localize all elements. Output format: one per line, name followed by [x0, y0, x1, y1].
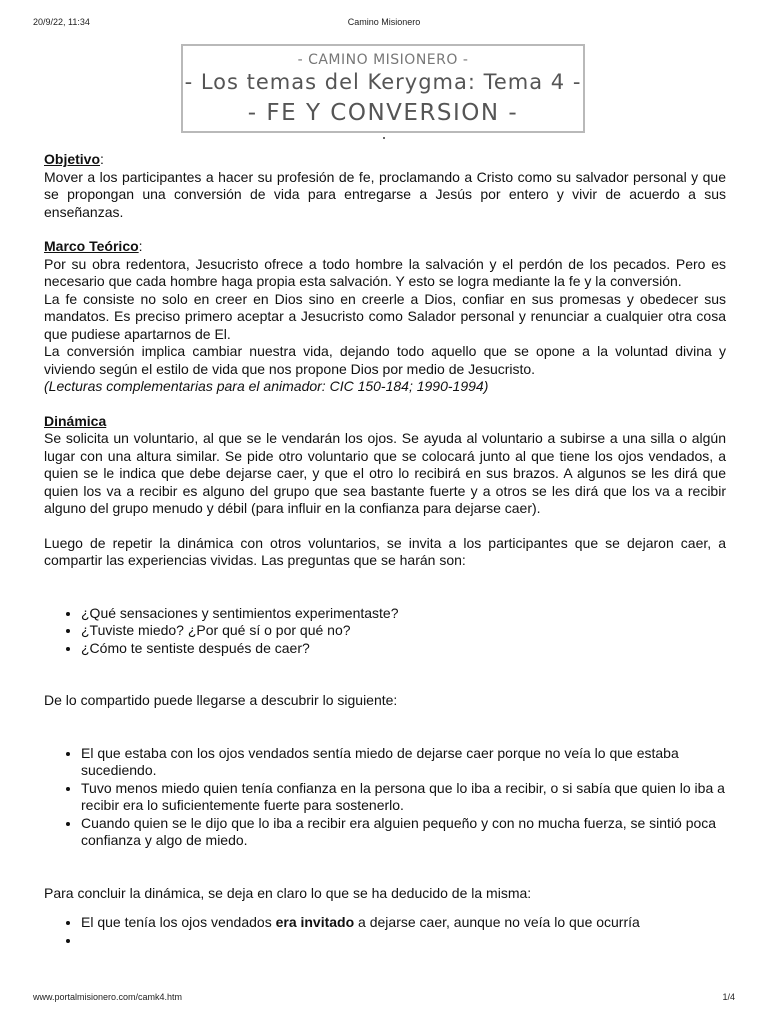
questions-list: [44, 605, 726, 658]
findings-list: [44, 745, 726, 850]
list-item: • ¿Qué sensaciones y sentimientos experimentaste?: [81, 605, 726, 623]
marco-readings: (Lecturas complementarias para el animador: CIC 150-184; 1990-1994): [44, 378, 489, 394]
list-item: • Cuando quien se le dijo que lo iba a recibir era alguien pequeño y con no mucha fuerza, se sintió poca confianza y algo de miedo.: [81, 815, 726, 850]
objetivo-text: Mover a los participantes a hacer su profesión de fe, proclamando a Cristo como su salvador personal y que se propongan una conversión de vida para entregarse a Jesús por entero y vivir de acuerdo a sus enseñanzas.: [44, 168, 726, 220]
dinamica-paragraph-2: Luego de repetir la dinámica con otros voluntarios, se invita a los participantes que se dejaron caer, a compartir las experiencias vividas. Las preguntas que se harán son:: [44, 534, 726, 568]
marco-paragraph-1: Por su obra redentora, Jesucristo ofrece a todo hombre la salvación y el perdón de los pecados. Pero es necesario que cada hombre haga propia esta salvación. Y esto se logra mediante la fe y la conversión.: [44, 255, 726, 289]
conclusion-text-start: El que tenía los ojos vendados: [81, 914, 276, 930]
list-item: • Tuvo menos miedo quien tenía confianza en la persona que lo iba a recibir, o si sabía que quien lo iba a recibir era lo suficientemente fuerte para sostenerlo.: [81, 780, 726, 815]
dinamica-paragraph-3: De lo compartido puede llegarse a descubrir lo siguiente:: [44, 692, 398, 708]
objetivo-heading: Objetivo: [44, 151, 101, 167]
marco-paragraph-3: La conversión implica cambiar nuestra vida, dejando todo aquello que se opone a la voluntad divina y viviendo según el estilo de vida que nos propone Dios por medio de Jesucristo.: [44, 343, 726, 377]
conclusion-bold: era invitado: [275, 914, 355, 930]
dinamica-paragraph-4: Para concluir la dinámica, se deja en claro lo que se ha deducido de la misma:: [44, 884, 532, 901]
list-item: [81, 932, 726, 950]
title-topic: - Los temas del Kerygma: Tema 4 -: [184, 70, 582, 94]
conclusion-text-end: a dejarse caer, aunque no veía lo que ocurría: [354, 914, 640, 930]
dinamica-paragraph-1: Se solicita un voluntario, al que se le vendarán los ojos. Se ayuda al voluntario a subirse a una silla o algún lugar con una altura similar. Se pide otro voluntario que se colocará junto al que tiene los ojos vendados, a quien se le indica que debe dejarse caer, y que el otro lo recibirá en sus brazos. A algunos se les dirá que quien los va a recibir es alguno del grupo que sea bastante fuerte y a otros se les dirá que los va a recibir alguno del grupo menudo y débil (para influir en la confianza para dejarse caer).: [44, 430, 726, 516]
marco-heading: Marco Teórico: [44, 238, 139, 254]
print-footer-url: www.portalmisionero.com/camk4.htm: [33, 992, 183, 1002]
title-series: - CAMINO MISIONERO -: [297, 52, 469, 68]
decorative-dot: [383, 137, 385, 139]
print-header-title: Camino Misionero: [347, 17, 421, 27]
print-footer-page: 1/4: [722, 992, 735, 1002]
conclusion-list: [44, 914, 726, 949]
dinamica-heading: Dinámica: [44, 412, 107, 429]
list-item: • El que estaba con los ojos vendados sentía miedo de dejarse caer porque no veía lo que estaba sucediendo.: [81, 745, 726, 780]
title-box: [181, 44, 585, 133]
print-header-datetime: 20/9/22, 11:34: [33, 17, 90, 27]
objetivo-heading-line: Objetivo:: [44, 151, 104, 167]
marco-paragraph-2: La fe consiste no solo en creer en Dios sino en creerle a Dios, confiar en sus promesas y obedecer sus mandatos. Es preciso primero aceptar a Jesucristo como Salador personal y renunciar a cualquier otra cosa que pudiese apartarnos de El.: [44, 290, 726, 342]
title-main: - FE Y CONVERSION -: [247, 100, 519, 126]
list-item: [81, 914, 726, 932]
list-item: • ¿Tuviste miedo? ¿Por qué sí o por qué no?: [81, 622, 726, 640]
list-item: • ¿Cómo te sentiste después de caer?: [81, 640, 726, 658]
dinamica-heading-line: [44, 413, 726, 431]
marco-heading-line: Marco Teórico:: [44, 238, 143, 254]
document-body: [44, 151, 726, 949]
